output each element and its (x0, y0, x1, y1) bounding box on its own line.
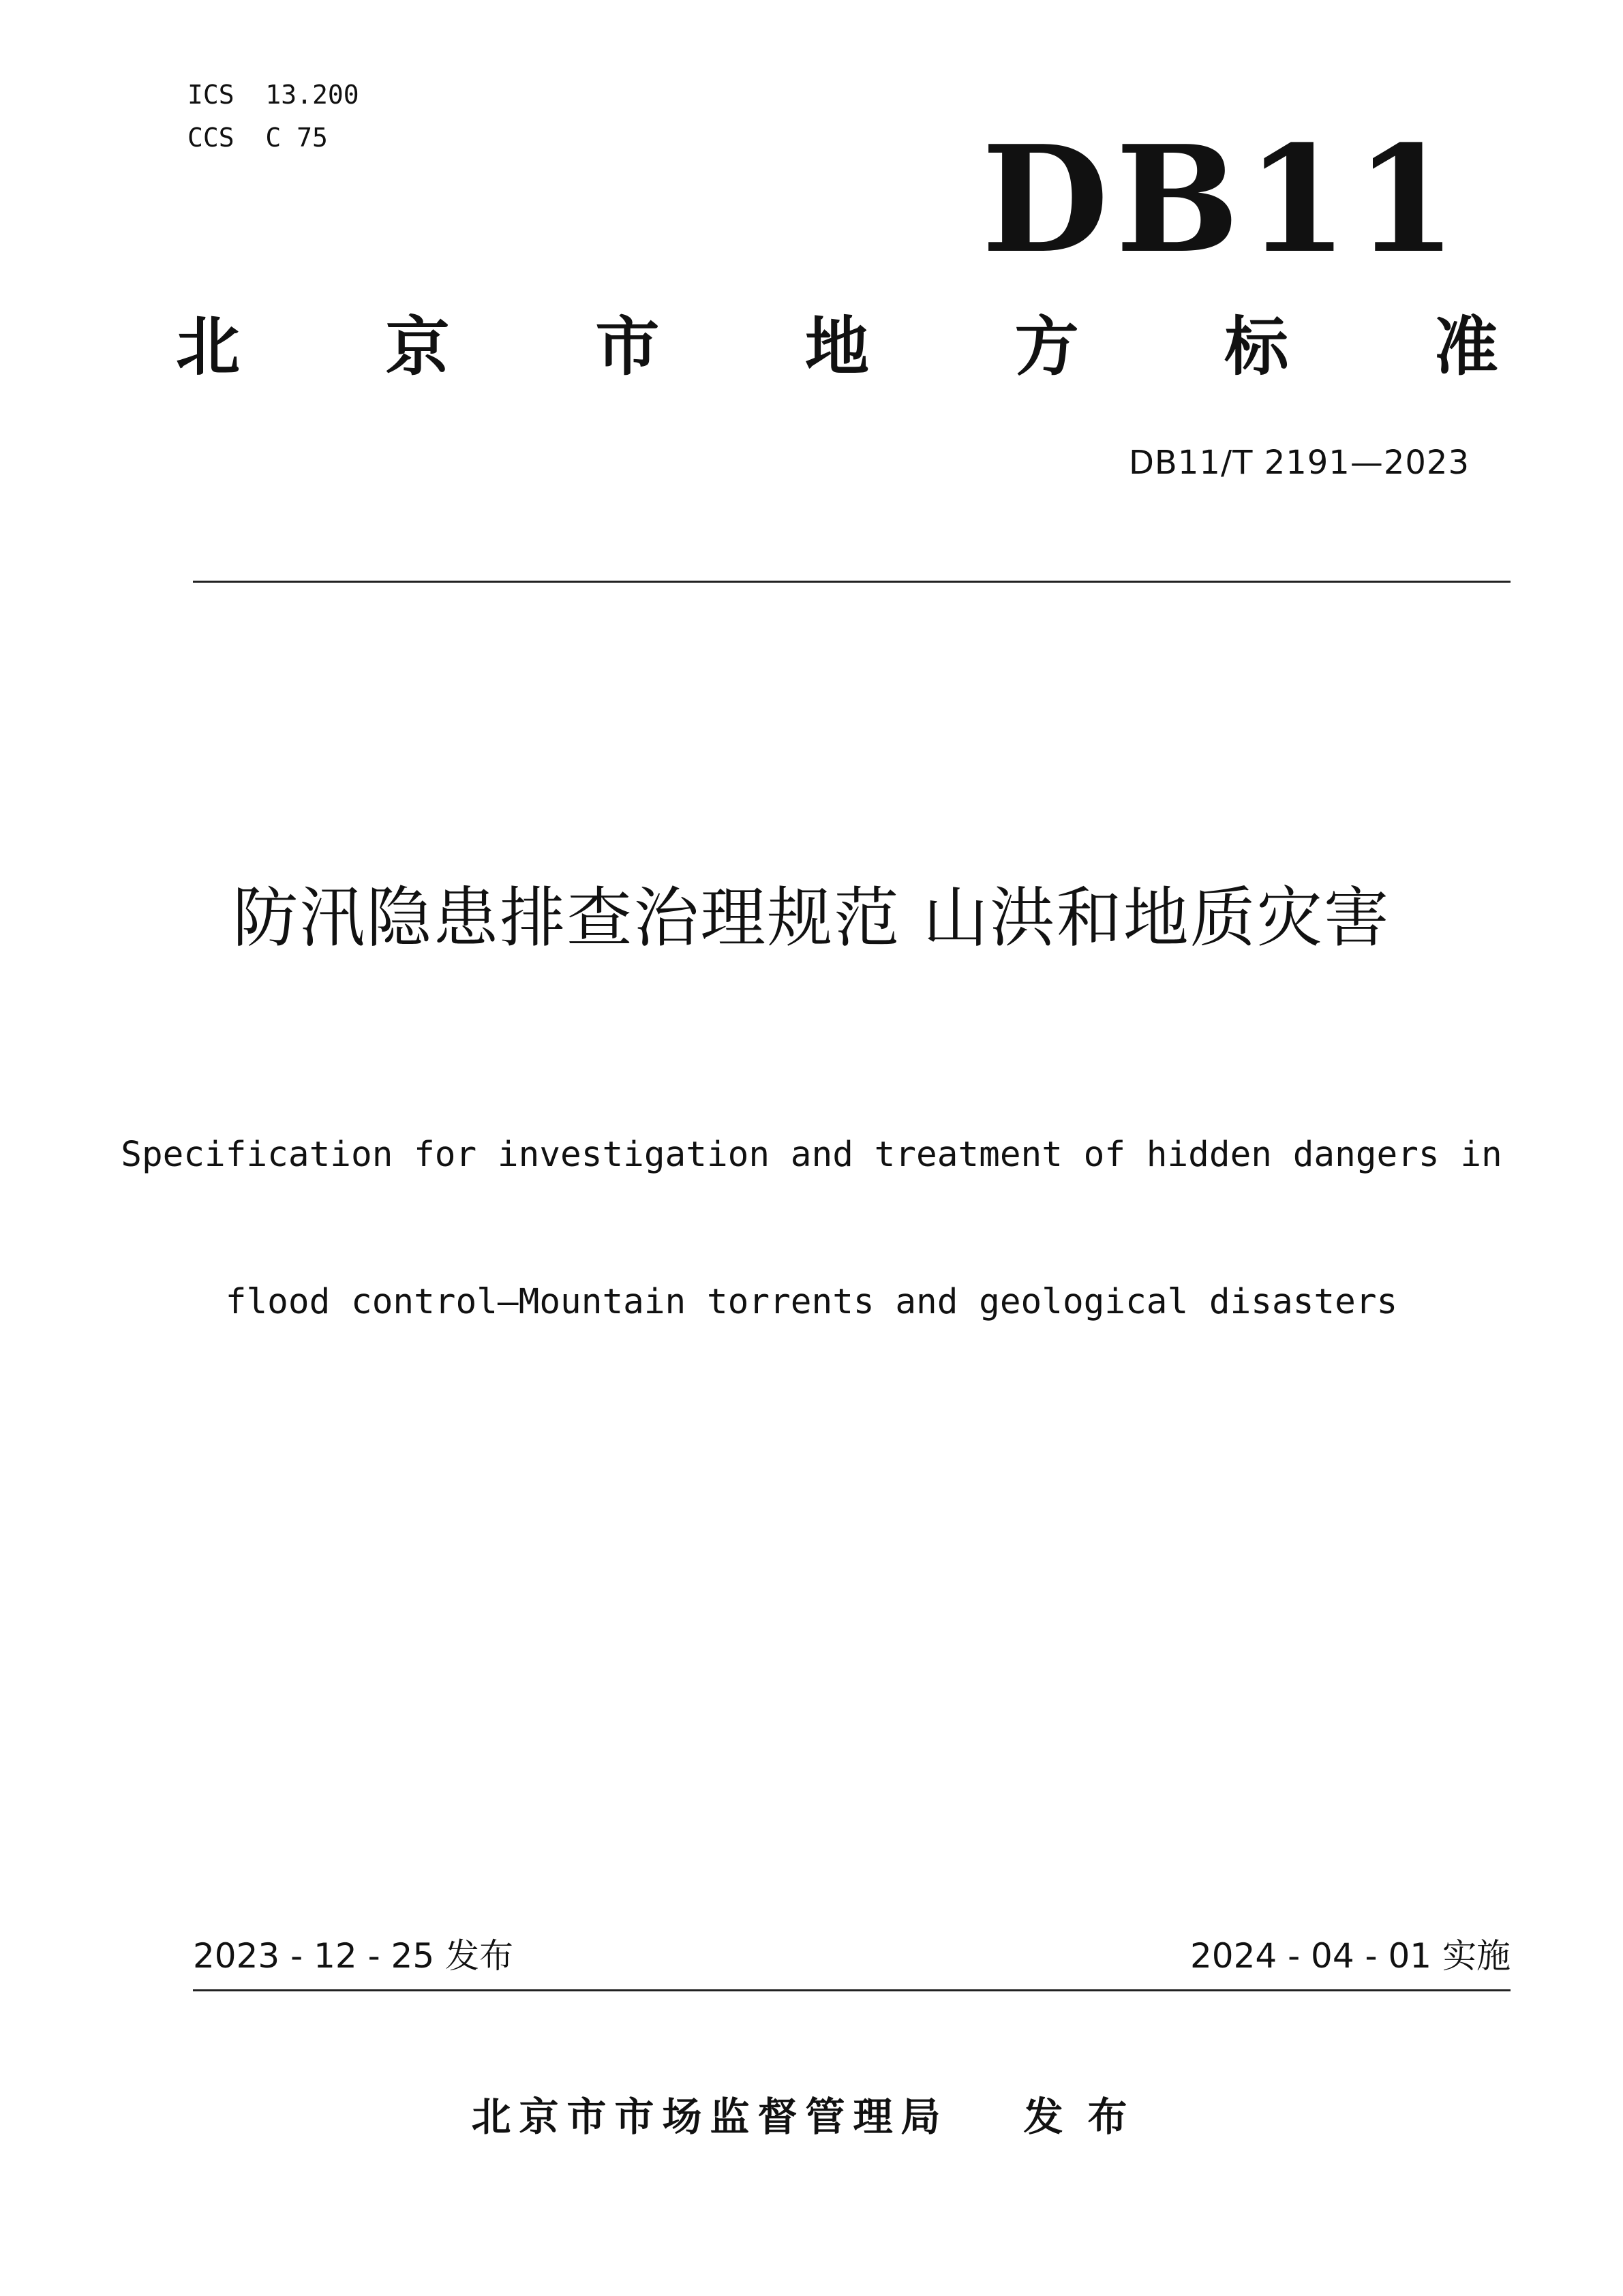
standard-type-char: 地 (804, 309, 869, 384)
standard-type-heading (176, 309, 1498, 384)
english-title-line-2: flood control—Mountain torrents and geological disasters (225, 1282, 1398, 1322)
standard-type-char: 北 (176, 309, 241, 384)
standard-mark: DB11 (982, 113, 1464, 286)
issuing-organization: 北京市市场监督管理局 (471, 2094, 949, 2140)
top-divider (193, 581, 1511, 583)
standard-type-char: 准 (1434, 309, 1498, 384)
ics-code: ICS 13.200 (187, 80, 359, 110)
issuer-action: 发布 (1023, 2094, 1152, 2140)
standard-type-char: 京 (385, 309, 450, 384)
standard-type-char: 方 (1014, 309, 1079, 384)
bottom-divider (193, 1989, 1511, 1991)
english-title-line-1: Specification for investigation and treatment of hidden dangers in (121, 1135, 1502, 1175)
implementation-date: 2024 - 04 - 01 实施 (1189, 1936, 1511, 1976)
ccs-code: CCS C 75 (187, 123, 328, 153)
document-title-chinese: 防汛隐患排查治理规范 山洪和地质灾害 (232, 880, 1391, 956)
publish-date: 2023 - 12 - 25 发布 (193, 1936, 514, 1976)
document-title-english (0, 1032, 1623, 1376)
standard-number: DB11/T 2191—2023 (1128, 444, 1470, 482)
standard-type-char: 标 (1224, 309, 1289, 384)
issuer-line (0, 2094, 1623, 2140)
standard-type-char: 市 (595, 309, 660, 384)
